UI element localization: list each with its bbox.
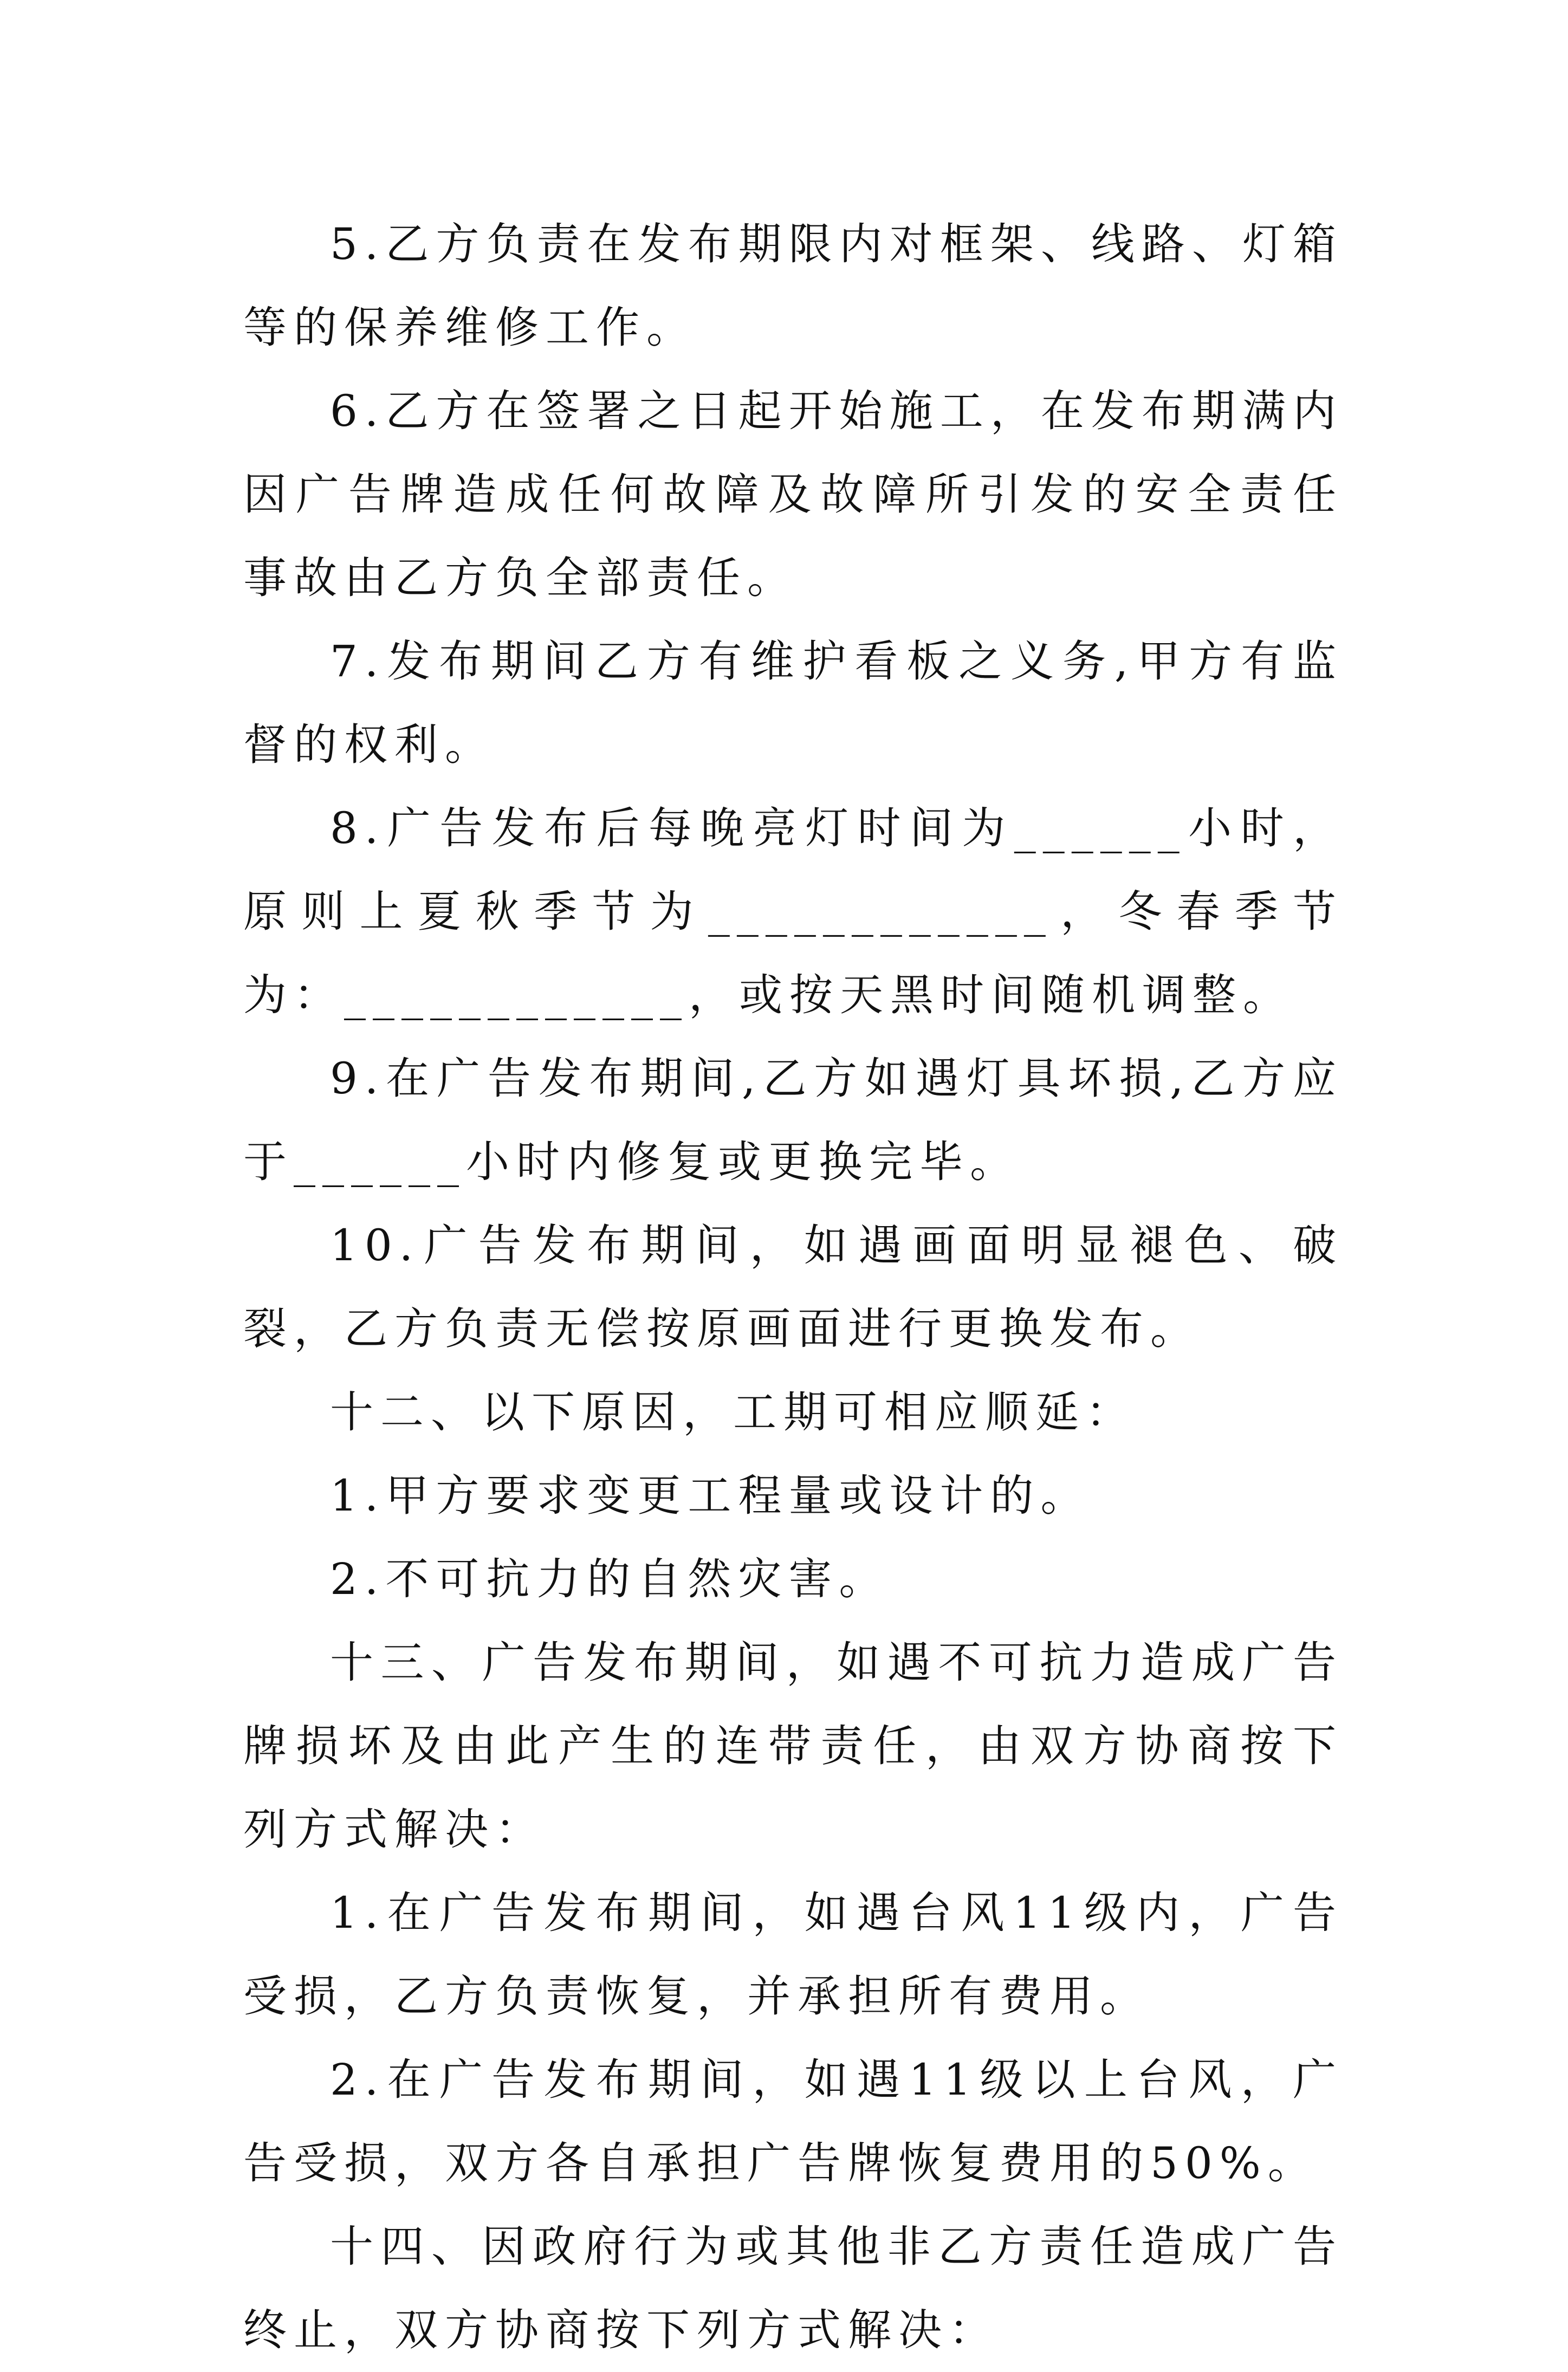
paragraph-section-13: 十三、广告发布期间，如遇不可抗力造成广告牌损坏及由此产生的连带责任，由双方协商按下列方式解决：: [243, 1637, 1343, 1855]
paragraph-clause-6: 6.乙方在签署之日起开始施工，在发布期满内因广告牌造成任何故障及故障所引发的安全责任事故由乙方负全部责任。: [243, 386, 1343, 603]
paragraph-clause-10: 10.广告发布期间，如遇画面明显褪色、破裂，乙方负责无偿按原画面进行更换发布。: [243, 1220, 1343, 1354]
paragraph-section-12: 十二、以下原因，工期可相应顺延：: [330, 1387, 1136, 1437]
paragraph-clause-8: 8.广告发布后每晚亮灯时间为______小时，原则上夏秋季节为____________，冬春季节为：____________，或按天黑时间随机调整。: [243, 803, 1343, 1020]
document-body: [243, 203, 1343, 2372]
paragraph-clause-7: 7.发布期间乙方有维护看板之义务,甲方有监督的权利。: [243, 636, 1343, 770]
paragraph-section-14: 十四、因政府行为或其他非乙方责任造成广告终止，双方协商按下列方式解决：: [243, 2221, 1343, 2355]
paragraph-section-13-item-2: 2.在广告发布期间，如遇11级以上台风，广告受损，双方各自承担广告牌恢复费用的50%。: [243, 2055, 1343, 2188]
paragraph-section-13-item-1: 1.在广告发布期间，如遇台风11级内，广告受损，乙方负责恢复，并承担所有费用。: [243, 1888, 1343, 2021]
paragraph-section-12-item-1: 1.甲方要求变更工程量或设计的。: [330, 1470, 1091, 1521]
paragraph-section-12-item-2: 2.不可抗力的自然灾害。: [330, 1554, 890, 1604]
paragraph-clause-5: 5.乙方负责在发布期限内对框架、线路、灯箱等的保养维修工作。: [243, 219, 1343, 353]
paragraph-clause-9: 9.在广告发布期间,乙方如遇灯具坏损,乙方应于______小时内修复或更换完毕。: [243, 1053, 1343, 1187]
